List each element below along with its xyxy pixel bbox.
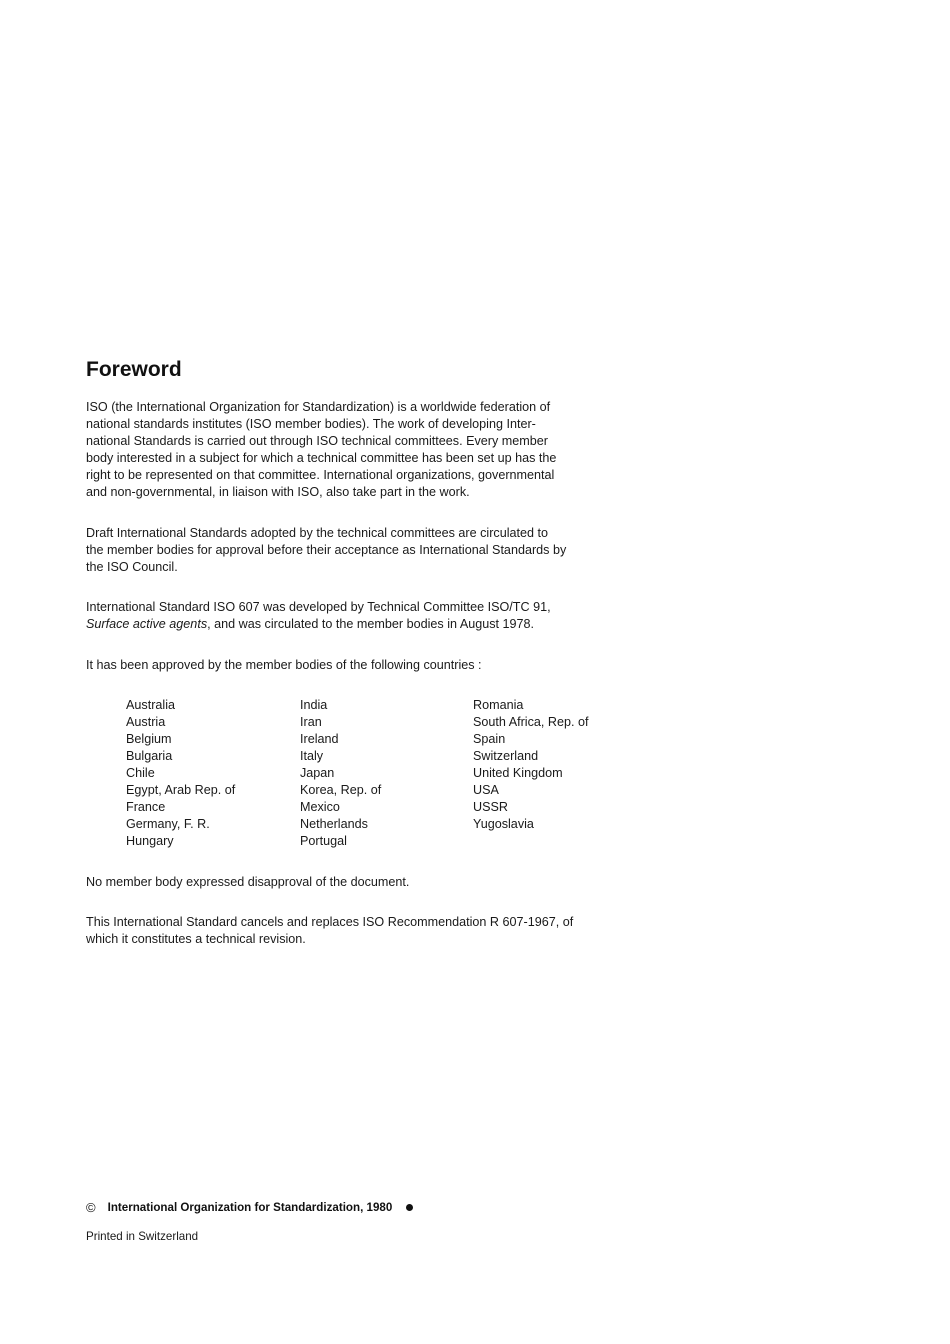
list-item: Netherlands bbox=[300, 817, 368, 831]
text-line: national standards institutes (ISO member bodies). The work of developing Inter- bbox=[86, 417, 536, 431]
list-item: Bulgaria bbox=[126, 749, 173, 763]
text-fragment: , and was circulated to the member bodies in August 1978. bbox=[207, 617, 535, 631]
text-line: the member bodies for approval before their acceptance as International Standards by bbox=[86, 543, 567, 557]
list-item: Iran bbox=[300, 715, 322, 729]
text-line: ISO (the International Organization for Standardization) is a worldwide federation of bbox=[86, 400, 551, 414]
list-item: Italy bbox=[300, 749, 324, 763]
list-item: South Africa, Rep. of bbox=[473, 715, 589, 729]
list-item: Germany, F. R. bbox=[126, 817, 210, 831]
text-line: the ISO Council. bbox=[86, 560, 178, 574]
list-item: Hungary bbox=[126, 834, 174, 848]
list-item: Switzerland bbox=[473, 749, 539, 763]
list-item: Romania bbox=[473, 698, 524, 712]
text-line: Draft International Standards adopted by the technical committees are circulated to bbox=[86, 526, 549, 540]
list-item: Spain bbox=[473, 732, 506, 746]
printed-location: Printed in Switzerland bbox=[86, 1230, 199, 1243]
list-item: USA bbox=[473, 783, 499, 797]
committee-title: Surface active agents bbox=[86, 617, 208, 631]
text-line: This International Standard cancels and replaces ISO Recommendation R 607-1967, of bbox=[86, 915, 574, 929]
text-line bbox=[86, 616, 618, 633]
copyright-line bbox=[86, 1200, 413, 1215]
copyright-text: International Organization for Standardization, 1980 bbox=[107, 1201, 393, 1214]
list-item: Australia bbox=[126, 698, 175, 712]
page-title: Foreword bbox=[86, 358, 182, 381]
list-item: Ireland bbox=[300, 732, 339, 746]
list-item: Portugal bbox=[300, 834, 347, 848]
list-item: Japan bbox=[300, 766, 335, 780]
list-item: Belgium bbox=[126, 732, 172, 746]
text-line: International Standard ISO 607 was developed by Technical Committee ISO/TC 91, bbox=[86, 600, 551, 614]
list-item: Egypt, Arab Rep. of bbox=[126, 783, 236, 797]
country-column-3 bbox=[473, 697, 643, 833]
paragraph-approval-intro: It has been approved by the member bodies of the following countries : bbox=[86, 658, 482, 672]
list-item: USSR bbox=[473, 800, 508, 814]
list-item: Korea, Rep. of bbox=[300, 783, 382, 797]
copyright-icon: © bbox=[86, 1200, 96, 1215]
paragraph-draft-standards bbox=[86, 525, 618, 576]
paragraph-iso-intro bbox=[86, 399, 618, 501]
country-column-2 bbox=[300, 697, 470, 850]
list-item: France bbox=[126, 800, 166, 814]
text-line: body interested in a subject for which a technical committee has been set up has the bbox=[86, 451, 557, 465]
list-item: Chile bbox=[126, 766, 155, 780]
bullet-icon bbox=[406, 1204, 413, 1211]
list-item: United Kingdom bbox=[473, 766, 563, 780]
paragraph-standard-development bbox=[86, 599, 618, 633]
country-column-1 bbox=[126, 697, 296, 850]
list-item: Austria bbox=[126, 715, 166, 729]
list-item: India bbox=[300, 698, 328, 712]
paragraph-cancels-replaces bbox=[86, 914, 618, 948]
paragraph-no-disapproval: No member body expressed disapproval of the document. bbox=[86, 875, 410, 889]
text-line: and non-governmental, in liaison with ISO, also take part in the work. bbox=[86, 485, 470, 499]
text-line: which it constitutes a technical revision. bbox=[86, 932, 306, 946]
list-item: Mexico bbox=[300, 800, 340, 814]
text-line: national Standards is carried out through ISO technical committees. Every member bbox=[86, 434, 548, 448]
list-item: Yugoslavia bbox=[473, 817, 534, 831]
text-line: right to be represented on that committee. International organizations, governmental bbox=[86, 468, 555, 482]
